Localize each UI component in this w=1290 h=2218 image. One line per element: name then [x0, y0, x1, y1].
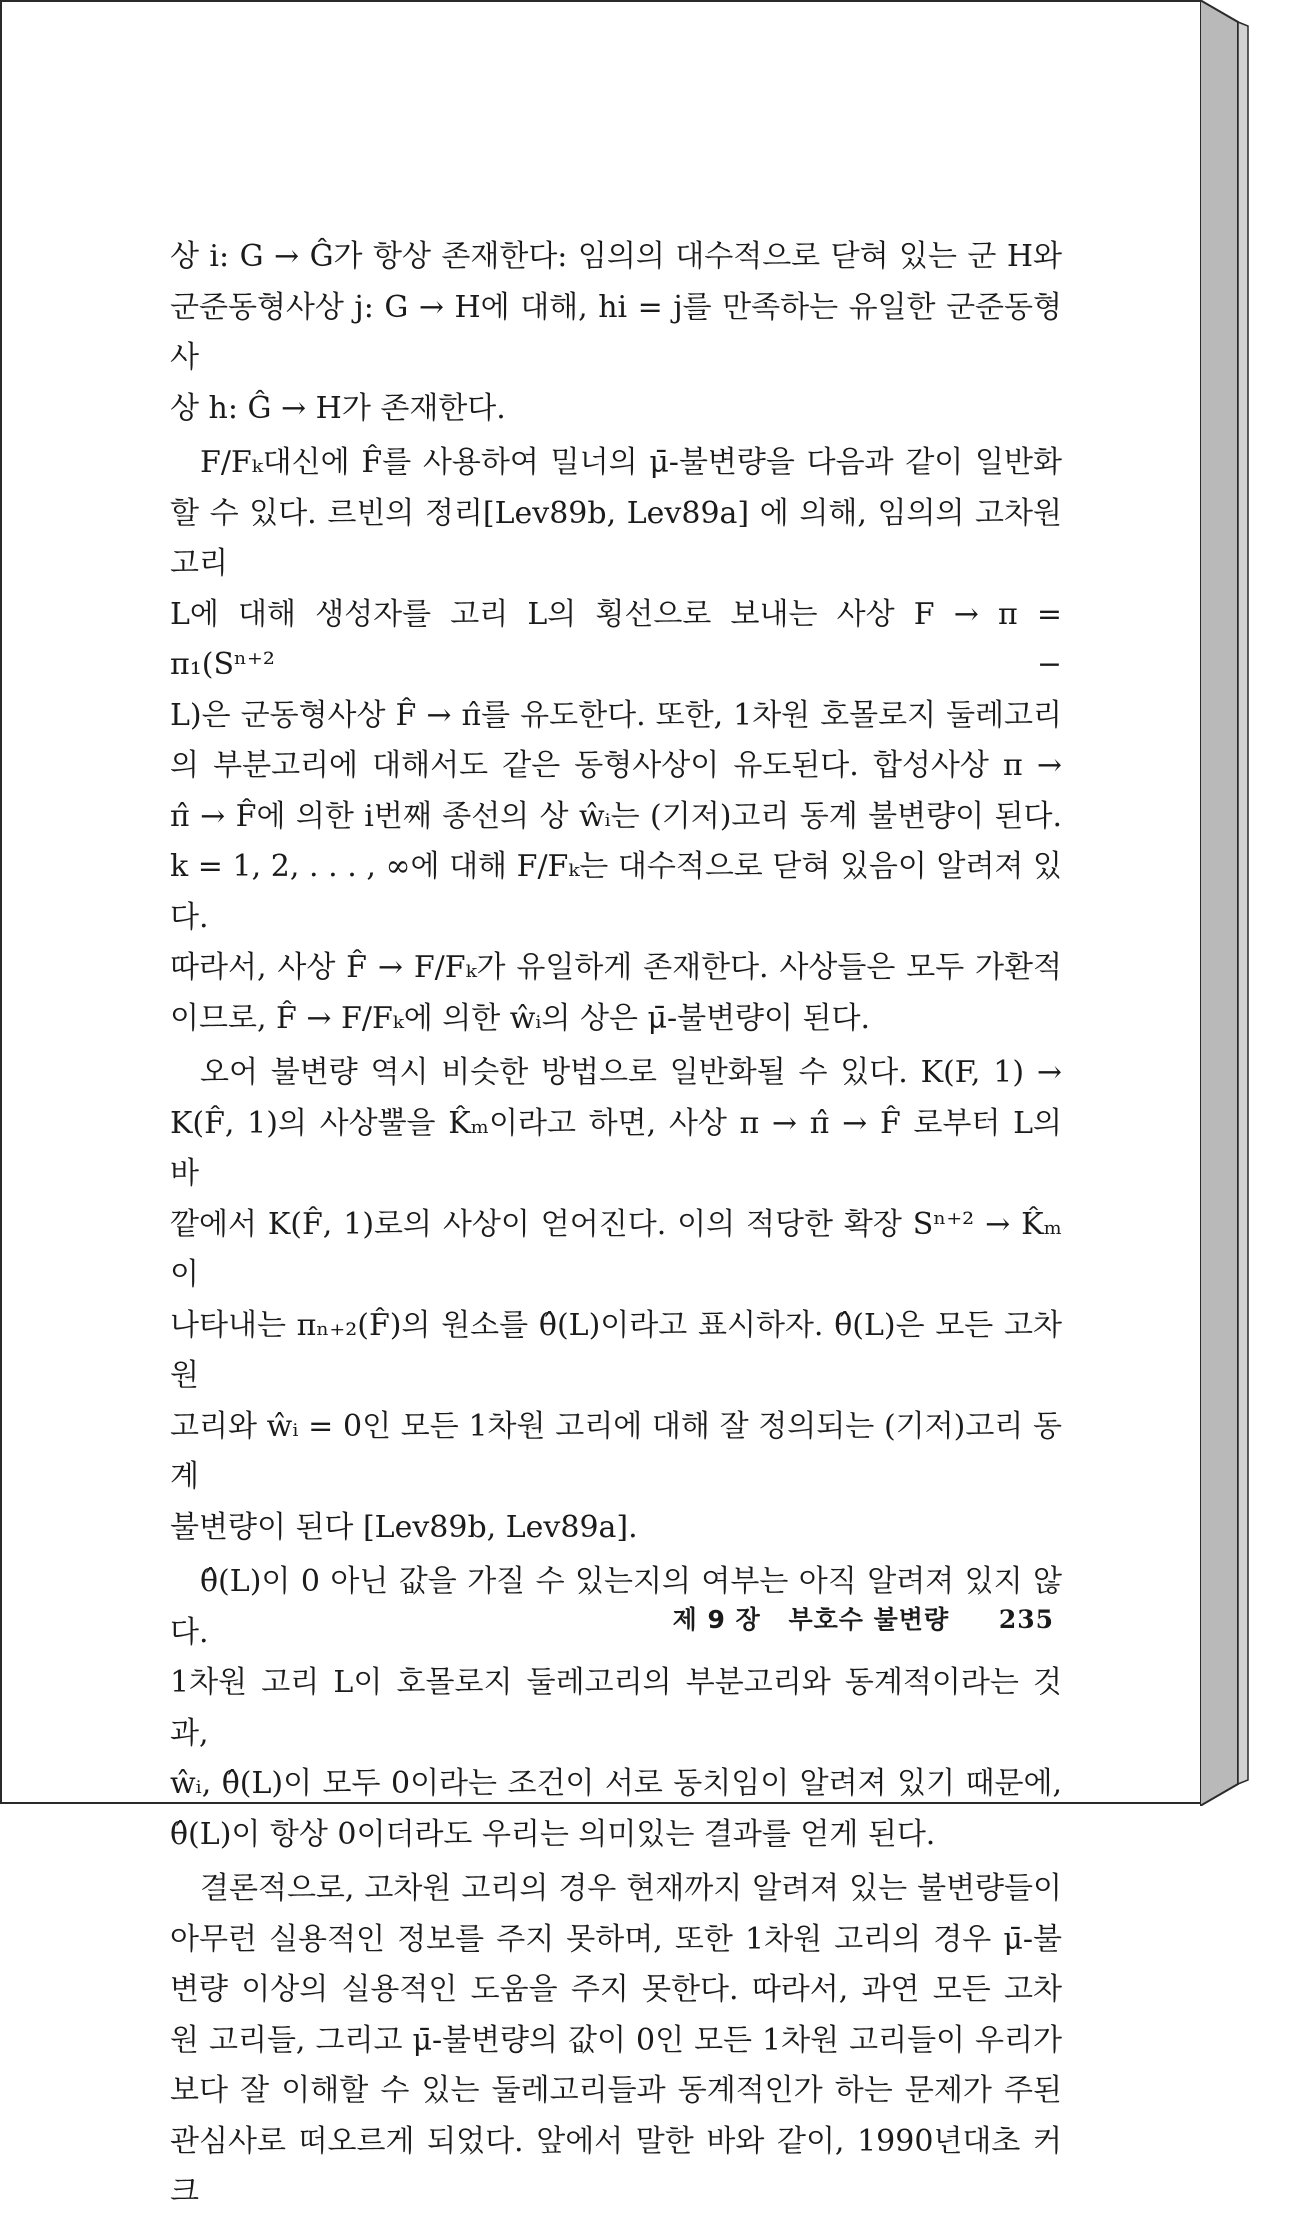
text-line: 1차원 고리 L이 호몰로지 둘레고리의 부분고리와 동계적이라는 것과,	[170, 1665, 1062, 1751]
page-edge-shadow	[1200, 0, 1290, 1806]
text-line: 이므로, F̂ → F/Fₖ에 의한 ŵᵢ의 상은 μ̄-불변량이 된다.	[170, 1000, 871, 1036]
text-line: 나타내는 πₙ₊₂(F̂)의 원소를 θ̂(L)이라고 표시하자. θ̂(L)은 모든 고차원	[170, 1307, 1062, 1393]
text-line: 군준동형사상 j: G → H에 대해, hi = j를 만족하는 유일한 군준동형사	[170, 289, 1062, 375]
text-line: 고리와 ŵᵢ = 0인 모든 1차원 고리에 대해 잘 정의되는 (기저)고리 동계	[170, 1408, 1062, 1494]
text-line: 오어 불변량 역시 비슷한 방법으로 일반화될 수 있다. K(F, 1) →	[200, 1055, 1062, 1090]
paragraph	[170, 232, 1062, 434]
paragraph	[170, 438, 1062, 1044]
page-footer	[673, 1600, 1054, 1636]
text-line: 결론적으로, 고차원 고리의 경우 현재까지 알려져 있는 불변량들이	[200, 1871, 1062, 1906]
text-line: 관심사로 떠오르게 되었다. 앞에서 말한 바와 같이, 1990년대초 커크	[170, 2123, 1062, 2209]
paragraph	[170, 1864, 1062, 2218]
text-line: 할 수 있다. 르빈의 정리[Lev89b, Lev89a] 에 의해, 임의의 고차원 고리	[170, 495, 1062, 581]
text-line: 불변량이 된다 [Lev89b, Lev89a].	[170, 1509, 638, 1545]
text-line: 의 부분고리에 대해서도 같은 동형사상이 유도된다. 합성사상 π →	[170, 748, 1062, 783]
body-text	[170, 232, 1062, 2218]
text-line: 원 고리들, 그리고 μ̄-불변량의 값이 0인 모든 1차원 고리들이 우리가	[170, 2022, 1062, 2058]
page-number: 235	[998, 1605, 1054, 1634]
chapter-title: 부호수 불변량	[788, 1605, 950, 1634]
text-line: L에 대해 생성자를 고리 L의 횡선으로 보내는 사상 F → π = π₁(Sⁿ⁺² −	[170, 596, 1062, 682]
text-line: F/Fₖ대신에 F̂를 사용하여 밀너의 μ̄-불변량을 다음과 같이 일반화	[200, 445, 1062, 480]
text-line: π̂ → F̂에 의한 i번째 종선의 상 ŵᵢ는 (기저)고리 동계 불변량이 된다.	[170, 798, 1062, 834]
text-line: 상 h: Ĝ → H가 존재한다.	[170, 390, 506, 426]
text-line: θ̂(L)이 항상 0이더라도 우리는 의미있는 결과를 얻게 된다.	[170, 1816, 936, 1852]
text-line: 깥에서 K(F̂, 1)로의 사상이 얻어진다. 이의 적당한 확장 Sⁿ⁺² → K̂ₘ이	[170, 1206, 1062, 1292]
text-line: 보다 잘 이해할 수 있는 둘레고리들과 동계적인가 하는 문제가 주된	[170, 2073, 1062, 2108]
text-line: θ̂(L)이 0 아닌 값을 가질 수 있는지의 여부는 아직 알려져 있지 않다.	[170, 1564, 1062, 1650]
text-line: 따라서, 사상 F̂ → F/Fₖ가 유일하게 존재한다. 사상들은 모두 가환적	[170, 950, 1062, 985]
chapter-label: 제 9 장	[672, 1605, 761, 1634]
text-line: k = 1, 2, . . . , ∞에 대해 F/Fₖ는 대수적으로 닫혀 있음이 알려져 있다.	[170, 849, 1062, 935]
text-line: K(F̂, 1)의 사상뿔을 K̂ₘ이라고 하면, 사상 π → π̂ → F̂ 로부터 L의 바	[170, 1105, 1062, 1191]
text-line: ŵᵢ, θ̂(L)이 모두 0이라는 조건이 서로 동치임이 알려져 있기 때문에,	[170, 1766, 1062, 1801]
text-line: 아무런 실용적인 정보를 주지 못하며, 또한 1차원 고리의 경우 μ̄-불	[170, 1921, 1062, 1957]
text-line: 변량 이상의 실용적인 도움을 주지 못한다. 따라서, 과연 모든 고차	[170, 1972, 1062, 2007]
text-line: L)은 군동형사상 F̂ → π̂를 유도한다. 또한, 1차원 호몰로지 둘레고리	[170, 697, 1062, 733]
paragraph	[170, 1048, 1062, 1553]
text-line: 상 i: G → Ĝ가 항상 존재한다: 임의의 대수적으로 닫혀 있는 군 H와	[170, 239, 1062, 274]
